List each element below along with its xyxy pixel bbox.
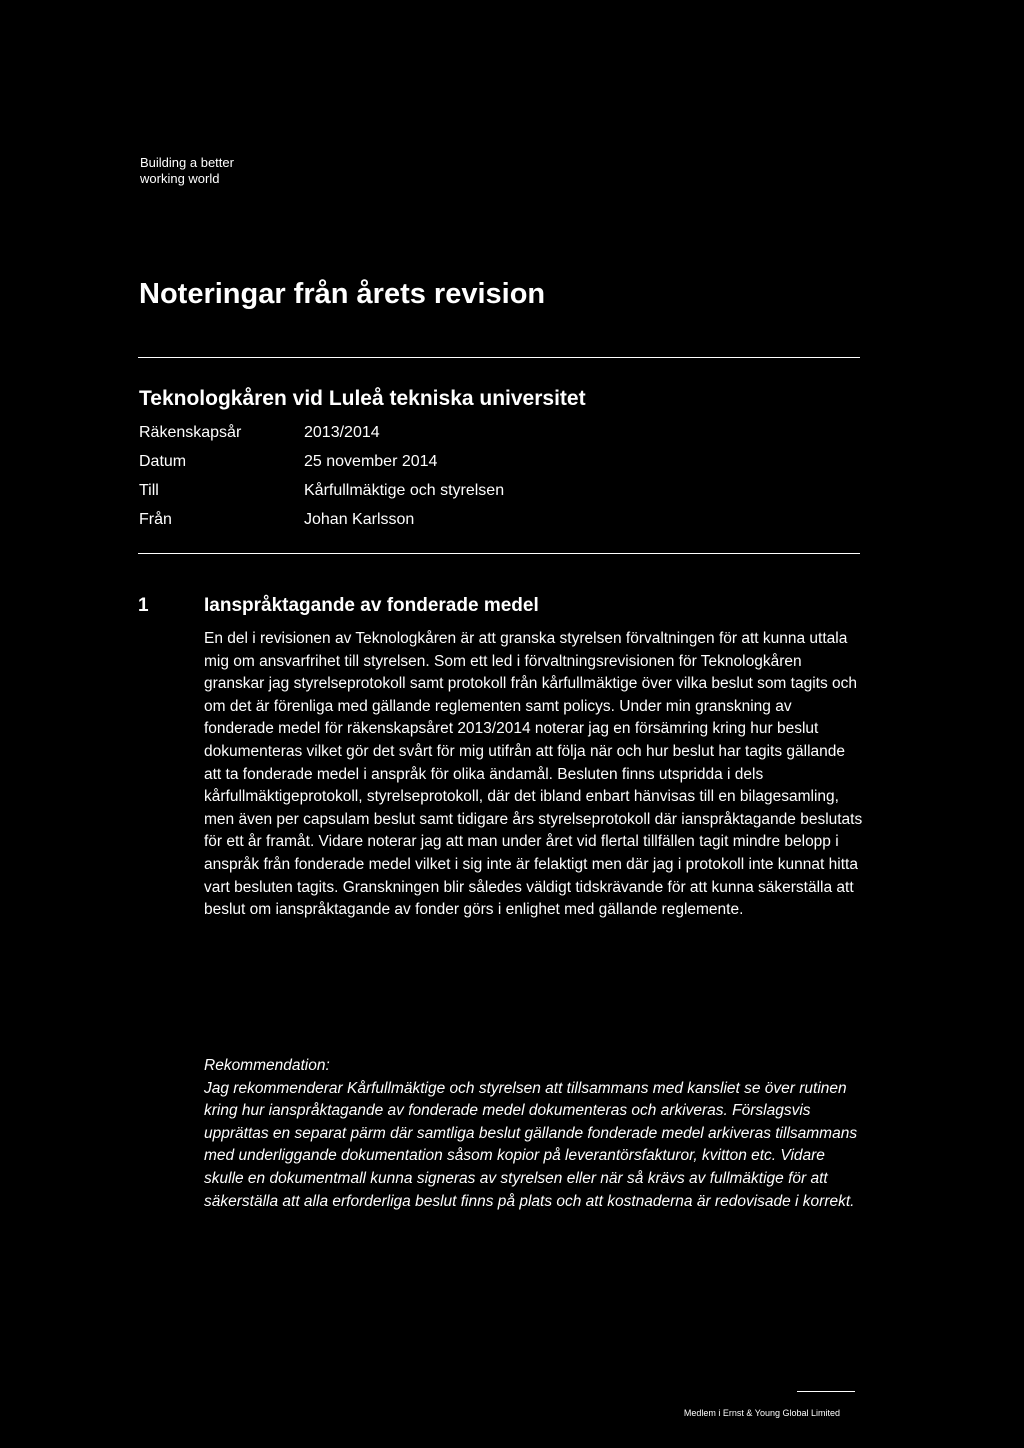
section-heading: Ianspråktagande av fonderade medel bbox=[204, 595, 539, 616]
footer-text: Medlem i Ernst & Young Global Limited bbox=[683, 1408, 840, 1418]
meta-row-fiscal-year bbox=[139, 422, 504, 451]
recommendation-text: Jag rekommenderar Kårfullmäktige och styrelsen att tillsammans med kansliet se över rutinen kring hur ianspråktagande av fonderade medel dokumenteras och arkiveras. Förslagsvis upprättas en separat pärm där samtliga beslut gällande fonderade medel arkiveras tillsammans med underliggande dokumentation såsom kopior på leverantörsfakturor, kvitton etc. Vidare skulle en dokumentmall kunna signeras av styrelsen eller när så krävs av fullmäktige för att säkerställa att alla erforderliga beslut finns på plats och att kostnaderna är redovisade i korrekt. bbox=[204, 1079, 858, 1210]
recommendation-block bbox=[204, 1055, 864, 1213]
meta-row-date bbox=[139, 451, 504, 480]
brand-tagline bbox=[140, 155, 234, 187]
meta-label: Från bbox=[139, 511, 172, 528]
document-title: Noteringar från årets revision bbox=[139, 278, 546, 310]
meta-label: Räkenskapsår bbox=[139, 424, 242, 441]
meta-value: 2013/2014 bbox=[304, 424, 380, 441]
tagline-line-1: Building a better bbox=[140, 155, 234, 170]
meta-value: Kårfullmäktige och styrelsen bbox=[304, 482, 505, 499]
meta-row-from bbox=[139, 509, 504, 538]
recommendation-label: Rekommendation: bbox=[204, 1057, 330, 1074]
section-body: En del i revisionen av Teknologkåren är att granska styrelsen förvaltningen för att kunna uttala mig om ansvarfrihet till styrelsen. Som ett led i förvaltningsrevisionen för Teknologkåren granskar jag styrelseprotokoll samt protokoll från kårfullmäktige över vilka beslut som tagits och om det är förenliga med gällande reglementen samt policys. Under min granskning av fonderade medel för räkenskapsåret 2013/2014 noterar jag en försämring kring hur beslut dokumenteras vilket gör det svårt för mig utifrån att följa när och hur beslut har tagits gällande att ta fonderade medel i anspråk för olika ändamål. Besluten finns utspridda i dels kårfullmäktigeprotokoll, styrelseprotokoll, där det ibland enbart hänvisas till en bilagesamling, men även per capsulam beslut samt tidigare års styrelseprotokoll där ianspråktagande beslutats för ett år framåt. Vidare noterar jag att man under året vid flertal tillfällen tagit mindre belopp i anspråk från fonderade medel vilket i sig inte är felaktigt men där jag i protokoll inte kunnat hitta vart besluten tagits. Granskningen blir således väldigt tidskrävande för att kunna säkerställa att beslut om ianspråktagande av fonder görs i enlighet med gällande reglemente. bbox=[204, 630, 863, 919]
document-meta bbox=[139, 422, 504, 538]
section-number: 1 bbox=[138, 595, 149, 616]
tagline-line-2: working world bbox=[140, 171, 220, 186]
meta-value: 25 november 2014 bbox=[304, 453, 438, 470]
organization-name: Teknologkåren vid Luleå tekniska universitet bbox=[139, 387, 586, 410]
meta-value: Johan Karlsson bbox=[304, 511, 415, 528]
divider-middle bbox=[138, 553, 860, 554]
meta-label: Datum bbox=[139, 453, 187, 470]
meta-label: Till bbox=[139, 482, 159, 499]
divider-top bbox=[138, 357, 860, 358]
footer-divider bbox=[797, 1391, 855, 1392]
meta-row-to bbox=[139, 480, 504, 509]
